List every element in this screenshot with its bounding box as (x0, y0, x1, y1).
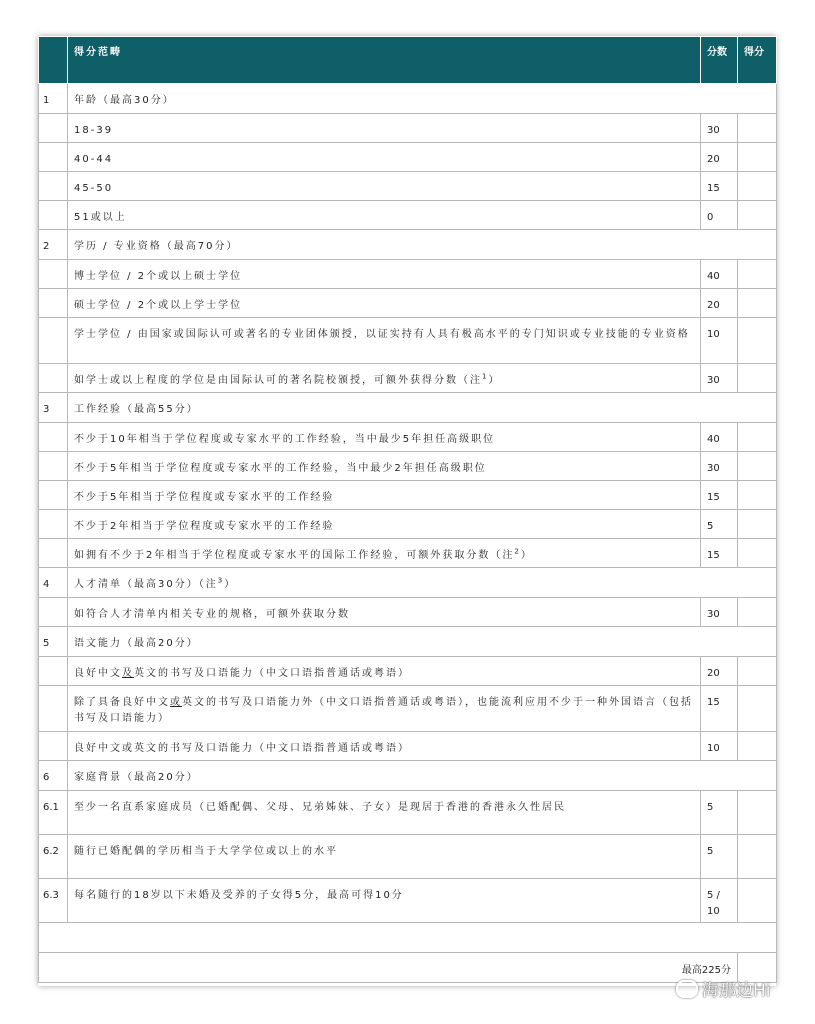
row-num (39, 318, 68, 364)
watermark-text: 海那边Hi (702, 981, 771, 1001)
row-points: 20 (701, 143, 738, 172)
section-row-language (39, 627, 777, 657)
row-label-text: 如拥有不少于2年相当于学位程度或专家水平的国际工作经验，可额外获取分数（注 (74, 550, 515, 561)
header-score: 得分 (738, 37, 777, 84)
row-points: 30 (701, 598, 738, 627)
table-row (39, 318, 777, 364)
table-row (39, 657, 777, 686)
row-label: 51或以上 (68, 201, 701, 230)
section-number: 1 (39, 84, 68, 114)
row-score (738, 879, 777, 923)
note-marker: 2 (514, 547, 521, 556)
row-label-underlined: 或 (170, 697, 182, 708)
header-num (39, 37, 68, 84)
section-number: 3 (39, 393, 68, 423)
row-num (39, 143, 68, 172)
row-score (738, 143, 777, 172)
table-row (39, 686, 777, 732)
row-points: 15 (701, 686, 738, 732)
row-num (39, 598, 68, 627)
empty-row (39, 923, 777, 953)
row-points: 5 (701, 835, 738, 879)
row-points: 30 (701, 114, 738, 143)
row-label: 不少于2年相当于学位程度或专家水平的工作经验 (68, 510, 701, 539)
row-label: 不少于5年相当于学位程度或专家水平的工作经验 (68, 481, 701, 510)
table-row (39, 879, 777, 923)
row-score (738, 539, 777, 568)
table-row (39, 143, 777, 172)
row-points: 10 (701, 318, 738, 364)
section-title-text: 人才清单（最高30分）（注 (74, 579, 218, 590)
row-num (39, 289, 68, 318)
row-label: 不少于10年相当于学位程度或专家水平的工作经验，当中最少5年担任高级职位 (68, 423, 701, 452)
table-row (39, 791, 777, 835)
row-points: 5 (701, 791, 738, 835)
row-label: 良好中文或英文的书写及口语能力（中文口语指普通话或粤语） (68, 732, 701, 761)
row-score (738, 289, 777, 318)
table-row (39, 452, 777, 481)
row-points: 20 (701, 657, 738, 686)
row-label: 博士学位 / 2个或以上硕士学位 (68, 260, 701, 289)
row-num (39, 423, 68, 452)
row-points: 30 (701, 452, 738, 481)
row-label (68, 539, 701, 568)
row-num (39, 539, 68, 568)
section-number: 6 (39, 761, 68, 791)
row-score (738, 835, 777, 879)
table-row (39, 114, 777, 143)
row-label: 不少于5年相当于学位程度或专家水平的工作经验，当中最少2年担任高级职位 (68, 452, 701, 481)
row-label (68, 686, 701, 732)
points-table-page (38, 36, 776, 986)
row-label: 硕士学位 / 2个或以上学士学位 (68, 289, 701, 318)
row-score (738, 114, 777, 143)
row-points: 10 (701, 732, 738, 761)
row-score (738, 791, 777, 835)
row-score (738, 657, 777, 686)
section-row-talent-list (39, 568, 777, 598)
row-num (39, 686, 68, 732)
row-label: 40-44 (68, 143, 701, 172)
row-num (39, 732, 68, 761)
header-points: 分数 (701, 37, 738, 84)
row-label-end: ） (488, 375, 501, 386)
row-num (39, 364, 68, 393)
header-category: 得分范畴 (68, 37, 701, 84)
row-num: 6.1 (39, 791, 68, 835)
row-points: 20 (701, 289, 738, 318)
row-score (738, 260, 777, 289)
watermark (676, 976, 771, 1001)
row-num (39, 481, 68, 510)
section-title: 学历 / 专业资格（最高70分） (68, 230, 777, 260)
empty-cell (39, 923, 777, 953)
section-row-family (39, 761, 777, 791)
row-points: 0 (701, 201, 738, 230)
note-marker: 1 (482, 372, 489, 381)
table-row (39, 364, 777, 393)
note-marker: 3 (217, 576, 225, 585)
row-label: 学士学位 / 由国家或国际认可或著名的专业团体颁授，以证实持有人具有极高水平的专门知识或专业技能的专业资格 (68, 318, 701, 364)
row-num: 6.3 (39, 879, 68, 923)
row-score (738, 364, 777, 393)
section-row-age (39, 84, 777, 114)
table-row (39, 423, 777, 452)
table-row (39, 172, 777, 201)
row-label: 45-50 (68, 172, 701, 201)
row-score (738, 732, 777, 761)
section-row-work-experience (39, 393, 777, 423)
total-row (39, 953, 777, 983)
section-title-end: ） (224, 579, 237, 590)
table-row (39, 510, 777, 539)
row-points: 30 (701, 364, 738, 393)
row-score (738, 172, 777, 201)
row-score (738, 598, 777, 627)
row-label: 每名随行的18岁以下未婚及受养的子女得5分，最高可得10分 (68, 879, 701, 923)
row-points: 40 (701, 260, 738, 289)
section-title: 工作经验（最高55分） (68, 393, 777, 423)
row-points: 5 (701, 510, 738, 539)
section-number: 4 (39, 568, 68, 598)
row-score (738, 318, 777, 364)
row-label-text: 如学士或以上程度的学位是由国际认可的著名院校颁授，可额外获得分数（注 (74, 375, 482, 386)
row-points: 15 (701, 481, 738, 510)
section-number: 2 (39, 230, 68, 260)
row-num (39, 452, 68, 481)
row-score (738, 481, 777, 510)
row-label (68, 657, 701, 686)
row-label: 至少一名直系家庭成员（已婚配偶、父母、兄弟姊妹、子女）是现居于香港的香港永久性居民 (68, 791, 701, 835)
row-num (39, 657, 68, 686)
row-num (39, 172, 68, 201)
row-score (738, 452, 777, 481)
row-label-underlined: 及 (122, 668, 134, 679)
points-table (38, 36, 777, 983)
table-header-row (39, 37, 777, 84)
table-row (39, 835, 777, 879)
table-row (39, 481, 777, 510)
row-num (39, 260, 68, 289)
table-row (39, 598, 777, 627)
table-row (39, 260, 777, 289)
row-label-b: 英文的书写及口语能力（中文口语指普通话或粤语） (134, 668, 410, 679)
row-num (39, 114, 68, 143)
row-points: 5 / 10 (701, 879, 738, 923)
row-label: 如符合人才清单内相关专业的规格，可额外获取分数 (68, 598, 701, 627)
row-label-a: 除了具备良好中文 (74, 697, 170, 708)
row-points: 15 (701, 539, 738, 568)
table-row (39, 201, 777, 230)
row-label-b: 英文的书写及口语能力外（中文口语指普通话或粤语），也能流利应用不少于一种外国语言（包括书写及口语能力） (74, 697, 693, 724)
total-max-score: 最高225分 (39, 953, 738, 983)
section-title: 家庭背景（最高20分） (68, 761, 777, 791)
row-score (738, 686, 777, 732)
row-num (39, 510, 68, 539)
row-points: 15 (701, 172, 738, 201)
wechat-icon (676, 980, 698, 998)
section-title: 语文能力（最高20分） (68, 627, 777, 657)
section-title: 年龄（最高30分） (68, 84, 777, 114)
row-num (39, 201, 68, 230)
table-row (39, 539, 777, 568)
row-num: 6.2 (39, 835, 68, 879)
row-points: 40 (701, 423, 738, 452)
row-score (738, 510, 777, 539)
row-label-end: ） (520, 550, 533, 561)
row-label (68, 364, 701, 393)
table-row (39, 732, 777, 761)
row-label: 随行已婚配偶的学历相当于大学学位或以上的水平 (68, 835, 701, 879)
row-score (738, 423, 777, 452)
row-label: 18-39 (68, 114, 701, 143)
section-title (68, 568, 777, 598)
table-row (39, 289, 777, 318)
row-label-a: 良好中文 (74, 668, 122, 679)
row-score (738, 201, 777, 230)
section-number: 5 (39, 627, 68, 657)
section-row-education (39, 230, 777, 260)
